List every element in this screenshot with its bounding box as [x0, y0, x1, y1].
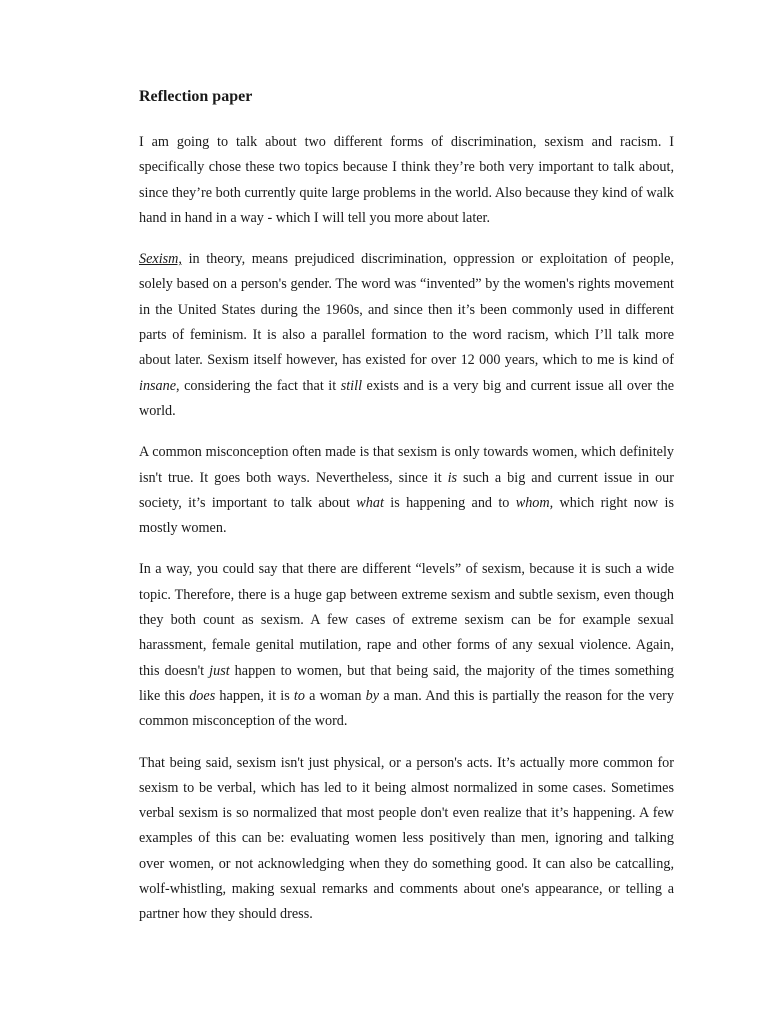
- document-body: [139, 130, 674, 928]
- text-run: insane: [139, 377, 177, 394]
- text-run: in theory, means prejudiced discrimination, oppression or exploitation of people, solely based on a person's gender. The word was “invented” by the women's rights movement in the United States during the 1960s, and since then it’s been commonly used in different parts of feminism. It is also a parallel formation to the word racism, which I’ll talk more about later. Sexism itself however, has existed for over 12 000 years, which to me is kind of: [139, 251, 674, 369]
- document-title: Reflection paper: [139, 88, 253, 105]
- text-run: which right now is mostly women.: [139, 494, 674, 537]
- text-run: what: [356, 494, 384, 511]
- paragraph-5: [139, 751, 674, 928]
- text-run: A common misconception often made is that sexism is only towards women, which definitely isn't true. It goes both ways. Nevertheless, since it: [139, 444, 674, 486]
- paragraph-4: [139, 557, 674, 734]
- text-run: does: [189, 687, 216, 704]
- text-run: to: [293, 687, 305, 704]
- text-run: exists and is a very big and current issue all over the world.: [139, 377, 675, 419]
- text-run: a woman: [304, 687, 366, 704]
- text-run: I am going to talk about two different forms of discrimination, sexism and racism. I specifically chose these two topics because I think they’re both very important to talk about, since they’re both currently quite large problems in the world. Also because they kind of walk hand in hand in a way - which I will tell you more about later.: [139, 134, 674, 226]
- text-run: whom,: [515, 494, 554, 511]
- text-run: a man. And this is partially the reason for the very common misconception of the word.: [139, 687, 674, 730]
- text-run: is happening and to: [383, 494, 516, 511]
- text-run: is: [447, 469, 458, 486]
- document-page: [139, 86, 674, 944]
- text-run: That being said, sexism isn't just physical, or a person's acts. It’s actually more common for sexism to be verbal, which has led to it being almost normalized in some cases. Sometimes verbal sexism is so normalized that most people don't even realize that it’s happening. A few examples of this can be: evaluating women less positively than men, ignoring and talking over women, or not acknowledging when they do something good. It can also be catcalling, wolf-whistling, making sexual remarks and comments about one's appearance, or telling a partner how they should dress.: [139, 754, 674, 923]
- text-run: Sexism,: [139, 251, 182, 268]
- paragraph-3: [139, 440, 674, 541]
- text-run: , considering the fact that it: [176, 377, 341, 394]
- text-run: just: [209, 662, 230, 679]
- text-run: by: [365, 687, 380, 704]
- text-run: happen, it is: [215, 687, 294, 704]
- text-run: In a way, you could say that there are different “levels” of sexism, because it is such a wide topic. Therefore, there is a huge gap between extreme sexism and subtle sexism, even though they both count as sexism. A few cases of extreme sexism can be for example sexual harassment, female genital mutilation, rape and other forms of any sexual violence. Again, this doesn't: [139, 561, 674, 679]
- text-run: happen to women, but that being said, the majority of the times something like this: [139, 662, 674, 704]
- text-run: such a big and current issue in our society, it’s important to talk about: [139, 469, 674, 511]
- text-run: still: [340, 377, 363, 394]
- paragraph-2: [139, 247, 674, 424]
- paragraph-1: [139, 130, 674, 231]
